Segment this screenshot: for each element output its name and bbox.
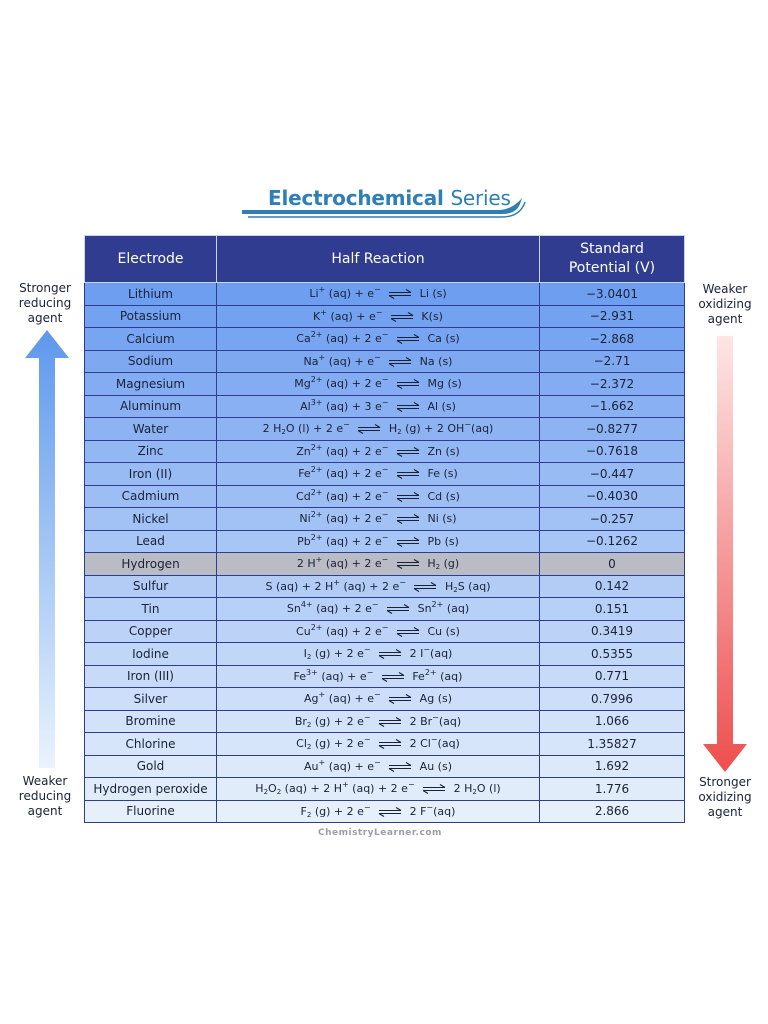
equilibrium-arrow-icon bbox=[357, 424, 381, 434]
table-row bbox=[85, 373, 685, 396]
electrode-cell: Silver bbox=[85, 688, 217, 711]
electrode-cell: Sulfur bbox=[85, 575, 217, 598]
table-row bbox=[85, 485, 685, 508]
electrochemical-series-table bbox=[84, 235, 685, 823]
electrode-cell: Zinc bbox=[85, 440, 217, 463]
electrode-cell: Fluorine bbox=[85, 800, 217, 823]
table-row bbox=[85, 530, 685, 553]
electrode-cell: Cadmium bbox=[85, 485, 217, 508]
table-row bbox=[85, 305, 685, 328]
equilibrium-arrow-icon bbox=[390, 312, 414, 322]
half-reaction-cell: $Cu^{2+}$ (aq) + 2 e− Cu (s) bbox=[217, 620, 540, 643]
table-row bbox=[85, 755, 685, 778]
equilibrium-arrow-icon bbox=[396, 492, 420, 502]
electrode-cell: Magnesium bbox=[85, 373, 217, 396]
potential-cell: −3.0401 bbox=[540, 283, 685, 306]
table-row bbox=[85, 418, 685, 441]
potential-cell: 1.776 bbox=[540, 778, 685, 801]
half-reaction-cell: Na+ (aq) + e− Na (s) bbox=[217, 350, 540, 373]
potential-cell: 1.066 bbox=[540, 710, 685, 733]
potential-cell: 0.151 bbox=[540, 598, 685, 621]
right-bottom-label: Stronger oxidizing agent bbox=[698, 775, 752, 819]
equilibrium-arrow-icon bbox=[378, 649, 402, 659]
source-footer: ChemistryLearner.com bbox=[318, 828, 442, 838]
half-reaction-cell: $H_2O_2$ (aq) + 2 H+ (aq) + 2 e− 2 $H_2O$ (l) bbox=[217, 778, 540, 801]
equilibrium-arrow-icon bbox=[396, 627, 420, 637]
table-row bbox=[85, 575, 685, 598]
electrode-cell: Lead bbox=[85, 530, 217, 553]
half-reaction-cell: $Al^{3+}$ (aq) + 3 e− Al (s) bbox=[217, 395, 540, 418]
half-reaction-cell: Li+ (aq) + e− Li (s) bbox=[217, 283, 540, 306]
table-row bbox=[85, 778, 685, 801]
half-reaction-cell: Au+ (aq) + e− Au (s) bbox=[217, 755, 540, 778]
half-reaction-cell: $Pb^{2+}$ (aq) + 2 e− Pb (s) bbox=[217, 530, 540, 553]
potential-cell: 0.3419 bbox=[540, 620, 685, 643]
table-row bbox=[85, 553, 685, 576]
half-reaction-cell: $Cl_2$ (g) + 2 e− 2 Cl−(aq) bbox=[217, 733, 540, 756]
half-reaction-cell: $Mg^{2+}$ (aq) + 2 e− Mg (s) bbox=[217, 373, 540, 396]
potential-cell: −2.372 bbox=[540, 373, 685, 396]
electrode-cell: Potassium bbox=[85, 305, 217, 328]
electrode-cell: Iodine bbox=[85, 643, 217, 666]
table-header-row bbox=[85, 236, 685, 283]
equilibrium-arrow-icon bbox=[396, 447, 420, 457]
electrode-cell: Aluminum bbox=[85, 395, 217, 418]
equilibrium-arrow-icon bbox=[386, 604, 410, 614]
equilibrium-arrow-icon bbox=[388, 694, 412, 704]
table-row bbox=[85, 643, 685, 666]
half-reaction-cell: K+ (aq) + e− K(s) bbox=[217, 305, 540, 328]
table-row bbox=[85, 328, 685, 351]
equilibrium-arrow-icon bbox=[388, 762, 412, 772]
equilibrium-arrow-icon bbox=[396, 559, 420, 569]
potential-cell: −0.257 bbox=[540, 508, 685, 531]
header-electrode: Electrode bbox=[85, 236, 217, 283]
equilibrium-arrow-icon bbox=[396, 334, 420, 344]
electrode-cell: Water bbox=[85, 418, 217, 441]
table-row bbox=[85, 508, 685, 531]
equilibrium-arrow-icon bbox=[378, 807, 402, 817]
half-reaction-cell: 2 $H_2O$ (l) + 2 e− $H_2$ (g) + 2 OH−(aq) bbox=[217, 418, 540, 441]
left-arrow-up-icon bbox=[25, 330, 69, 768]
half-reaction-cell: $Cd^{2+}$ (aq) + 2 e− Cd (s) bbox=[217, 485, 540, 508]
right-arrow-down-icon bbox=[703, 336, 747, 772]
electrode-cell: Hydrogen bbox=[85, 553, 217, 576]
half-reaction-cell: $Fe^{2+}$ (aq) + 2 e− Fe (s) bbox=[217, 463, 540, 486]
electrode-cell: Lithium bbox=[85, 283, 217, 306]
half-reaction-cell: S (aq) + 2 H+ (aq) + 2 e− $H_2S$ (aq) bbox=[217, 575, 540, 598]
electrode-cell: Nickel bbox=[85, 508, 217, 531]
potential-cell: 2.866 bbox=[540, 800, 685, 823]
potential-cell: 0.771 bbox=[540, 665, 685, 688]
table-row bbox=[85, 283, 685, 306]
equilibrium-arrow-icon bbox=[378, 717, 402, 727]
right-top-label: Weaker oxidizing agent bbox=[698, 282, 752, 326]
potential-cell: −0.447 bbox=[540, 463, 685, 486]
half-reaction-cell: 2 H+ (aq) + 2 e− $H_2$ (g) bbox=[217, 553, 540, 576]
potential-cell: 0.7996 bbox=[540, 688, 685, 711]
table-row bbox=[85, 800, 685, 823]
equilibrium-arrow-icon bbox=[396, 402, 420, 412]
electrode-cell: Calcium bbox=[85, 328, 217, 351]
half-reaction-cell: Ag+ (aq) + e− Ag (s) bbox=[217, 688, 540, 711]
table-row bbox=[85, 440, 685, 463]
equilibrium-arrow-icon bbox=[381, 672, 405, 682]
equilibrium-arrow-icon bbox=[422, 784, 446, 794]
half-reaction-cell: $Ca^{2+}$ (aq) + 2 e− Ca (s) bbox=[217, 328, 540, 351]
potential-cell: 1.35827 bbox=[540, 733, 685, 756]
half-reaction-cell: $Zn^{2+}$ (aq) + 2 e− Zn (s) bbox=[217, 440, 540, 463]
potential-cell: −0.4030 bbox=[540, 485, 685, 508]
equilibrium-arrow-icon bbox=[378, 739, 402, 749]
electrode-cell: Hydrogen peroxide bbox=[85, 778, 217, 801]
electrode-cell: Sodium bbox=[85, 350, 217, 373]
title-block bbox=[240, 180, 540, 220]
table-row bbox=[85, 665, 685, 688]
equilibrium-arrow-icon bbox=[396, 537, 420, 547]
table-row bbox=[85, 350, 685, 373]
equilibrium-arrow-icon bbox=[388, 357, 412, 367]
table-row bbox=[85, 463, 685, 486]
equilibrium-arrow-icon bbox=[413, 582, 437, 592]
equilibrium-arrow-icon bbox=[396, 469, 420, 479]
equilibrium-arrow-icon bbox=[396, 379, 420, 389]
electrode-cell: Bromine bbox=[85, 710, 217, 733]
half-reaction-cell: $Ni^{2+}$ (aq) + 2 e− Ni (s) bbox=[217, 508, 540, 531]
potential-cell: 1.692 bbox=[540, 755, 685, 778]
header-standard-potential: Standard Potential (V) bbox=[540, 236, 685, 283]
left-top-label: Stronger reducing agent bbox=[18, 281, 72, 325]
potential-cell: −1.662 bbox=[540, 395, 685, 418]
potential-cell: −2.868 bbox=[540, 328, 685, 351]
half-reaction-cell: $Fe^{3+}$ (aq) + e− $Fe^{2+}$ (aq) bbox=[217, 665, 540, 688]
table-row bbox=[85, 395, 685, 418]
electrode-cell: Tin bbox=[85, 598, 217, 621]
electrode-cell: Gold bbox=[85, 755, 217, 778]
equilibrium-arrow-icon bbox=[388, 289, 412, 299]
equilibrium-arrow-icon bbox=[396, 514, 420, 524]
potential-cell: −0.1262 bbox=[540, 530, 685, 553]
half-reaction-cell: $I_2$ (g) + 2 e− 2 I−(aq) bbox=[217, 643, 540, 666]
potential-cell: −0.7618 bbox=[540, 440, 685, 463]
potential-cell: −2.71 bbox=[540, 350, 685, 373]
potential-cell: −0.8277 bbox=[540, 418, 685, 441]
potential-cell: 0.5355 bbox=[540, 643, 685, 666]
table-row bbox=[85, 620, 685, 643]
left-bottom-label: Weaker reducing agent bbox=[18, 774, 72, 818]
header-half-reaction: Half Reaction bbox=[217, 236, 540, 283]
table-row bbox=[85, 598, 685, 621]
electrode-cell: Chlorine bbox=[85, 733, 217, 756]
half-reaction-cell: $Br_2$ (g) + 2 e− 2 Br−(aq) bbox=[217, 710, 540, 733]
potential-cell: 0 bbox=[540, 553, 685, 576]
page-title: Electrochemical Series bbox=[268, 186, 511, 210]
half-reaction-cell: $Sn^{4+}$ (aq) + 2 e− $Sn^{2+}$ (aq) bbox=[217, 598, 540, 621]
table-row bbox=[85, 710, 685, 733]
potential-cell: −2.931 bbox=[540, 305, 685, 328]
table-row bbox=[85, 688, 685, 711]
electrode-cell: Copper bbox=[85, 620, 217, 643]
half-reaction-cell: $F_2$ (g) + 2 e− 2 F−(aq) bbox=[217, 800, 540, 823]
table-row bbox=[85, 733, 685, 756]
potential-cell: 0.142 bbox=[540, 575, 685, 598]
electrode-cell: Iron (III) bbox=[85, 665, 217, 688]
electrode-cell: Iron (II) bbox=[85, 463, 217, 486]
